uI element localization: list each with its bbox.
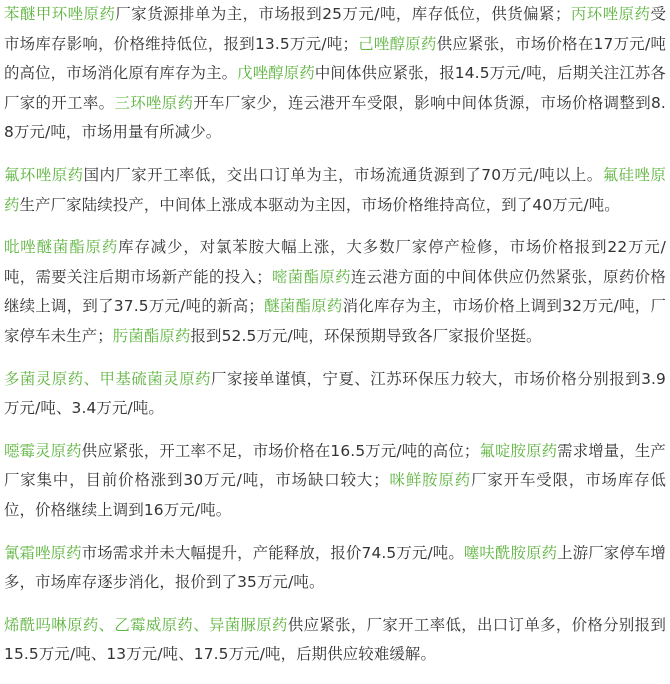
article-paragraph bbox=[4, 365, 666, 424]
article-paragraph bbox=[4, 161, 666, 220]
product-name-highlight: 苯醚甲环唑原药 bbox=[4, 5, 116, 23]
product-name-highlight: 氟环唑原药 bbox=[4, 165, 84, 184]
paragraph-text: 供应紧张，开工率不足，市场价格在16.5万元/吨的高位； bbox=[81, 441, 480, 460]
paragraph-text: 供应紧张，厂家开工率低，出口订单多，价格分别报到15.5万元/吨、13万元/吨、17.5万元/吨，后期供应较难缓解。 bbox=[4, 615, 666, 664]
paragraph-text: 厂家货源排单为主，市场报到25万元/吨，库存低位，供货偏紧； bbox=[115, 5, 571, 23]
product-name-highlight: 三环唑原药 bbox=[114, 93, 194, 112]
paragraph-text: 连云港方面的中间体供应仍然紧张，原药价格继续上调，到了37.5万元/吨的新高； bbox=[4, 267, 666, 316]
article-paragraph bbox=[4, 437, 666, 526]
product-name-highlight: 噁霉灵原药 bbox=[4, 441, 82, 460]
paragraph-text: 市场需求并未大幅提升，产能释放，报价74.5万元/吨。 bbox=[81, 543, 464, 562]
paragraph-text: 消化库存为主，市场价格上调到32万元/吨，厂家停车未生产； bbox=[4, 297, 666, 345]
product-name-highlight: 咪鲜胺原药 bbox=[388, 471, 472, 490]
product-name-highlight: 噻呋酰胺原药 bbox=[463, 543, 558, 562]
product-name-highlight: 丙环唑原药 bbox=[570, 5, 651, 23]
paragraph-text: 报到52.5万元/吨，环保预期导致各厂家报价坚挺。 bbox=[190, 326, 542, 345]
paragraph-text: 生产厂家陆续投产，中间体上涨成本驱动为主因，市场价格维持高位，到了40万元/吨。 bbox=[19, 195, 620, 214]
paragraph-text: 厂家接单谨慎，宁夏、江苏环保压力较大，市场价格分别报到3.9万元/吨、3.4万元/吨。 bbox=[4, 369, 666, 418]
product-name-highlight: 多菌灵原药、甲基硫菌灵原药 bbox=[4, 369, 212, 388]
product-name-highlight: 烯酰吗啉原药、乙霉威原药、异菌脲原药 bbox=[4, 615, 288, 634]
product-name-highlight: 戊唑醇原药 bbox=[237, 64, 315, 83]
product-name-highlight: 肟菌酯原药 bbox=[112, 326, 191, 345]
paragraph-text: 国内厂家开工率低，交出口订单为主，市场流通货源到了70万元/吨以上。 bbox=[83, 165, 603, 184]
article-paragraph bbox=[4, 0, 666, 148]
product-name-highlight: 己唑醇原药 bbox=[358, 34, 437, 53]
article-paragraph bbox=[4, 611, 666, 670]
paragraph-text: 受市场库存影响，价格维持低位，报到13.5万元/吨； bbox=[4, 5, 666, 53]
paragraph-text: 厂家开车受限，市场库存低位，价格继续上调到16万元/吨。 bbox=[4, 471, 666, 519]
paragraph-text: 上游厂家停车增多，市场库存逐步消化，报价到了35万元/吨。 bbox=[4, 543, 666, 592]
product-name-highlight: 氟啶胺原药 bbox=[479, 441, 558, 460]
paragraph-text: 库存减少，对氯苯胺大幅上涨，大多数厂家停产检修，市场价格报到22万元/吨，需要关注后期市场新产能的投入； bbox=[4, 238, 666, 286]
product-name-highlight: 氰霜唑原药 bbox=[4, 543, 82, 562]
article-paragraph bbox=[4, 539, 666, 598]
product-name-highlight: 氟硅唑原药 bbox=[4, 165, 666, 214]
paragraph-text: 需求增量，生产厂家集中，目前价格涨到30万元/吨，市场缺口较大； bbox=[4, 441, 666, 490]
paragraph-text: 供应紧张，市场价格在17万元/吨的高位，市场消化原有库存为主。 bbox=[4, 34, 666, 83]
paragraph-text: 中间体供应紧张，报14.5万元/吨，后期关注江苏各厂家的开工率。 bbox=[4, 64, 666, 112]
product-name-highlight: 嘧菌酯原药 bbox=[271, 267, 351, 286]
product-name-highlight: 醚菌酯原药 bbox=[263, 297, 343, 316]
product-name-highlight: 吡唑醚菌酯原药 bbox=[4, 238, 119, 257]
paragraph-text: 开车厂家少，连云港开车受限，影响中间体货源，市场价格调整到8.8万元/吨，市场用量有所减少。 bbox=[4, 93, 666, 142]
article-paragraph bbox=[4, 233, 666, 351]
